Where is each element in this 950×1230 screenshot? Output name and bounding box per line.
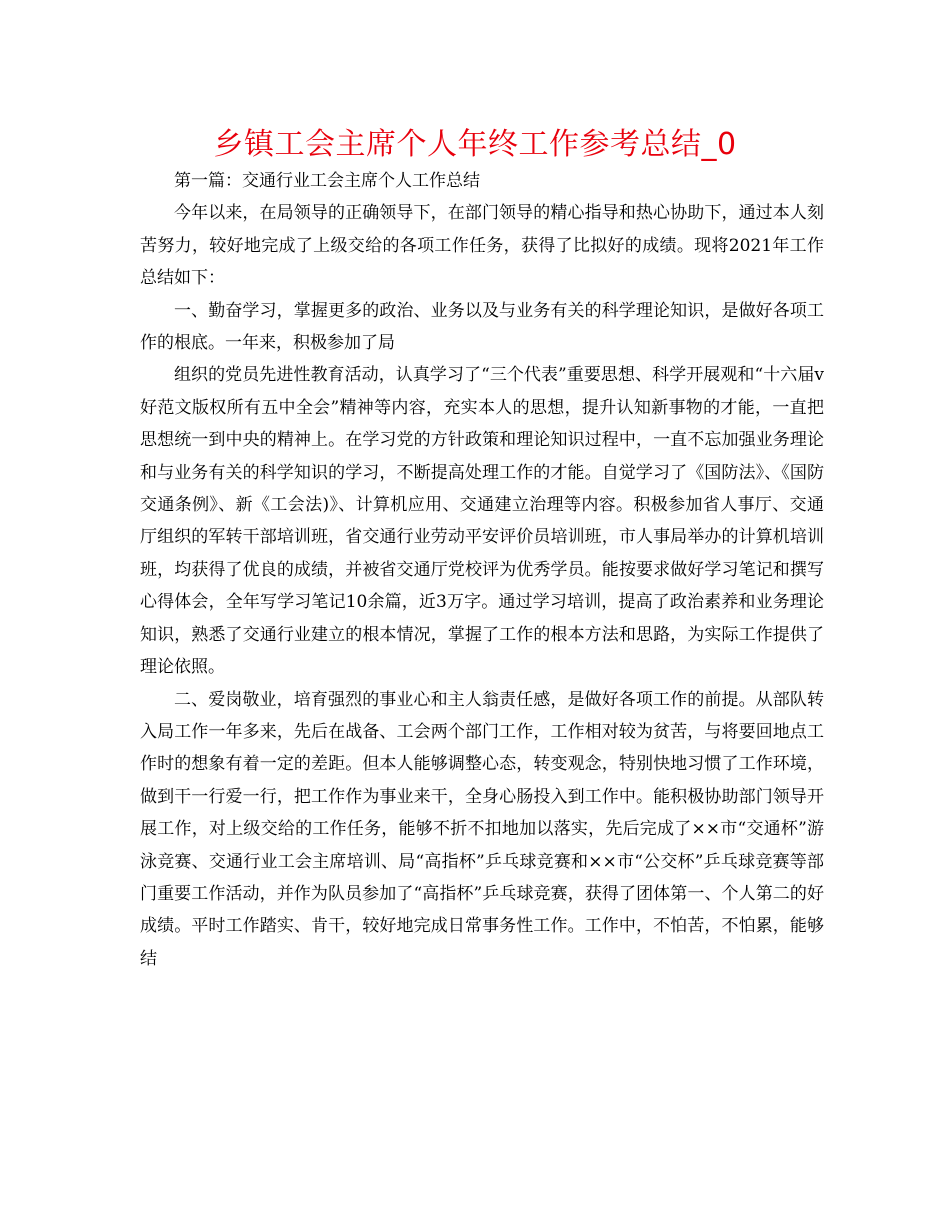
paragraph-study-point: 一、勤奋学习，掌握更多的政治、业务以及与业务有关的科学理论知识，是做好各项工作的根底。一年来，积极参加了局: [140, 300, 824, 354]
paragraph-dedication: 二、爱岗敬业，培育强烈的事业心和主人翁责任感，是做好各项工作的前提。从部队转入局工作一年多来，先后在战备、工会两个部门工作，工作相对较为贫苦，与将要回地点工作时的想象有着一定的差距。但本人能够调整心态，转变观念，特别快地习惯了工作环境，做到干一行爱一行，把工作作为事业来干，全身心肠投入到工作中。能积极协助部门领导开展工作，对上级交给的工作任务，能够不折不扣地加以落实，先后完成了××市“交通杯”游泳竞赛、交通行业工会主席培训、局“高指杯”乒乓球竞赛和××市“公交杯”乒乓球竞赛等部门重要工作活动，并作为队员参加了“高指杯”乒乓球竞赛，获得了团体第一、个人第二的好成绩。平时工作踏实、肯干，较好地完成日常事务性工作。工作中，不怕苦，不怕累，能够结: [140, 689, 824, 969]
document-title: 乡镇工会主席个人年终工作参考总结_0: [213, 127, 737, 162]
section-heading: 第一篇：交通行业工会主席个人工作总结: [174, 171, 480, 191]
document-body: [140, 165, 824, 975]
paragraph-intro: 今年以来，在局领导的正确领导下，在部门领导的精心指导和热心协助下，通过本人刻苦努力，较好地完成了上级交给的各项工作任务，获得了比拟好的成绩。现将2021年工作总结如下：: [140, 203, 824, 289]
paragraph-study-details: 组织的党员先进性教育活动，认真学习了“三个代表”重要思想、科学开展观和“十六届v好范文版权所有五中全会”精神等内容，充实本人的思想，提升认知新事物的才能，一直把思想统一到中央的精神上。在学习党的方针政策和理论知识过程中，一直不忘加强业务理论和与业务有关的科学知识的学习，不断提高处理工作的才能。自觉学习了《国防法》、《国防交通条例》、新《工会法)》、计算机应用、交通建立治理等内容。积极参加省人事厅、交通厅组织的军转干部培训班，省交通行业劳动平安评价员培训班，市人事局举办的计算机培训班，均获得了优良的成绩，并被省交通厅党校评为优秀学员。能按要求做好学习笔记和撰写心得体会，全年写学习笔记10余篇，近3万字。通过学习培训，提高了政治素养和业务理论知识，熟悉了交通行业建立的根本情况，掌握了工作的根本方法和思路，为实际工作提供了理论依照。: [140, 365, 824, 678]
